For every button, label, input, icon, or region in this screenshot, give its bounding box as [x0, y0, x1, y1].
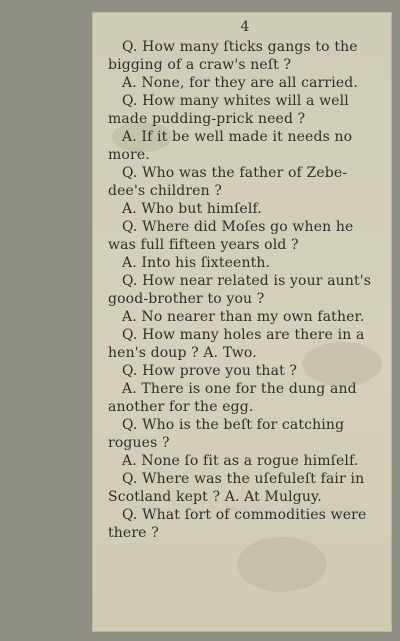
- text-line: A. None ſo fit as a rogue himſelf.: [122, 453, 359, 469]
- text-line: A. There is one for the dung and: [122, 381, 357, 397]
- text-line: Q. How near related is your aunt's: [122, 273, 372, 289]
- text-line: more.: [108, 147, 150, 163]
- text-line: Q. Who is the beſt for catching: [122, 417, 345, 433]
- text-line: Q. Where was the uſefuleſt fair in: [122, 471, 365, 487]
- text-line: A. None, for they are all carried.: [122, 75, 358, 91]
- text-line: bigging of a craw's neſt ?: [108, 57, 292, 73]
- text-line: A. If it be well made it needs no: [122, 129, 353, 145]
- text-line: dee's children ?: [108, 183, 222, 199]
- text-line: Q. How many whites will a well: [122, 93, 349, 109]
- text-line: A. No nearer than my own father.: [122, 309, 365, 325]
- text-line: good-brother to you ?: [108, 291, 265, 307]
- text-line: Q. How prove you that ?: [122, 363, 298, 379]
- text-line: A. Into his ſixteenth.: [122, 255, 271, 271]
- text-line: there ?: [108, 525, 159, 541]
- text-line: Q. Who was the father of Zebe-: [122, 165, 348, 181]
- page-number: 4: [240, 19, 250, 35]
- text-line: Scotland kept ? A. At Mulguy.: [108, 489, 322, 505]
- text-line: A. Who but himſelf.: [122, 201, 262, 217]
- text-line: Q. How many ſticks gangs to the: [122, 39, 358, 55]
- text-line: Q. What ſort of commodities were: [122, 507, 367, 523]
- text-line: was full fifteen years old ?: [108, 237, 299, 253]
- text-line: another for the egg.: [108, 399, 254, 415]
- text-line: rogues ?: [108, 435, 170, 451]
- text-line: hen's doup ? A. Two.: [108, 345, 257, 361]
- text-line: Q. Where did Moſes go when he: [122, 219, 354, 235]
- paper-stain: [237, 537, 327, 592]
- text-line: made pudding-prick need ?: [108, 111, 306, 127]
- page-text: [108, 38, 383, 542]
- text-line: Q. How many holes are there in a: [122, 327, 365, 343]
